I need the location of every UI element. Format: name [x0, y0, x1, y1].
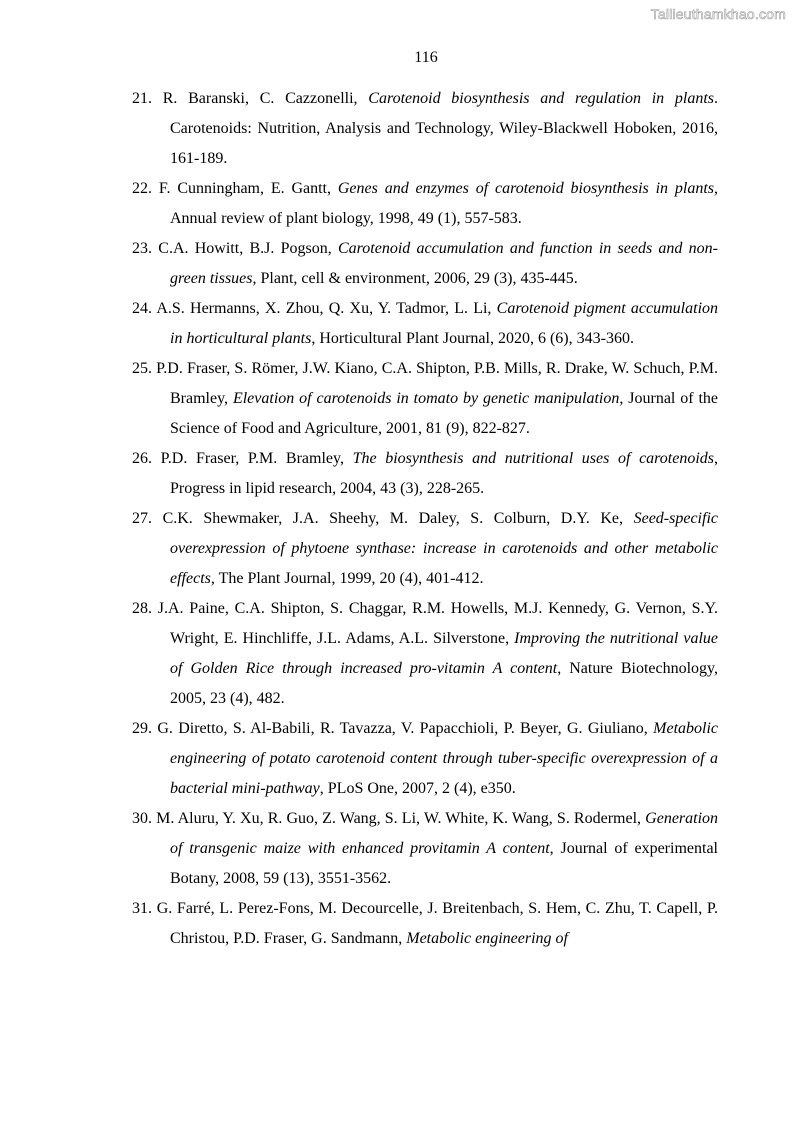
reference-number: 26. [132, 450, 152, 467]
reference-item [132, 84, 718, 174]
reference-number: 25. [132, 360, 152, 377]
reference-source: , The Plant Journal, 1999, 20 (4), 401-412. [210, 570, 484, 587]
watermark-text: Tailieuthamkhao.com [650, 6, 786, 22]
reference-authors: C.A. Howitt, B.J. Pogson, [158, 240, 332, 257]
reference-item [132, 714, 718, 804]
reference-source: , Progress in lipid research, 2004, 43 (3), 228-265. [170, 450, 719, 497]
reference-item [132, 354, 718, 444]
reference-number: 24. [132, 300, 152, 317]
reference-title: Metabolic engineering of potato carotenoid content through tuber-specific overexpression of a bacterial mini-pathway [170, 720, 719, 797]
reference-item [132, 444, 718, 504]
reference-number: 27. [132, 510, 152, 527]
reference-item [132, 894, 718, 954]
reference-source: , Nature Biotechnology, 2005, 23 (4), 482. [170, 660, 718, 707]
reference-authors: F. Cunningham, E. Gantt, [158, 180, 331, 197]
reference-number: 30. [132, 810, 152, 827]
reference-title: Improving the nutritional value of Golden Rice through increased pro-vitamin A content [170, 630, 719, 677]
reference-number: 23. [132, 240, 152, 257]
reference-source: , Annual review of plant biology, 1998, 49 (1), 557-583. [170, 180, 719, 227]
reference-number: 21. [132, 90, 152, 107]
reference-item [132, 804, 718, 894]
reference-title: Generation of transgenic maize with enhanced provitamin A content [170, 810, 719, 857]
reference-number: 28. [132, 600, 152, 617]
reference-authors: C.K. Shewmaker, J.A. Sheehy, M. Daley, S. Colburn, D.Y. Ke, [162, 510, 624, 527]
reference-authors: P.D. Fraser, P.M. Bramley, [160, 450, 344, 467]
reference-title: Carotenoid accumulation and function in seeds and non‐green tissues [170, 240, 719, 287]
reference-title: Seed‐specific overexpression of phytoene synthase: increase in carotenoids and other metabolic effects [170, 510, 718, 587]
reference-item [132, 594, 718, 714]
reference-item [132, 174, 718, 234]
reference-source: , Horticultural Plant Journal, 2020, 6 (6), 343-360. [311, 330, 634, 347]
reference-title: Genes and enzymes of carotenoid biosynthesis in plants [337, 180, 715, 197]
reference-number: 29. [132, 720, 152, 737]
reference-title: The biosynthesis and nutritional uses of carotenoids [352, 450, 715, 467]
reference-item [132, 504, 718, 594]
reference-authors: G. Diretto, S. Al-Babili, R. Tavazza, V. Papacchioli, P. Beyer, G. Giuliano, [157, 720, 648, 737]
reference-authors: A.S. Hermanns, X. Zhou, Q. Xu, Y. Tadmor, L. Li, [156, 300, 492, 317]
reference-authors: J.A. Paine, C.A. Shipton, S. Chaggar, R.M. Howells, M.J. Kennedy, G. Vernon, S.Y. Wright, E. Hinchliffe, J.L. Adams, A.L. Silverstone, [157, 600, 718, 647]
reference-title: Carotenoid biosynthesis and regulation in plants [368, 90, 715, 107]
reference-title: Carotenoid pigment accumulation in horticultural plants [170, 300, 719, 347]
reference-list [132, 84, 718, 954]
reference-title: Metabolic engineering of [406, 930, 568, 947]
reference-number: 22. [132, 180, 152, 197]
reference-title: Elevation of carotenoids in tomato by genetic manipulation [232, 390, 620, 407]
reference-source: , PLoS One, 2007, 2 (4), e350. [319, 780, 516, 797]
reference-source: , Journal of experimental Botany, 2008, 59 (13), 3551-3562. [170, 840, 718, 887]
reference-authors: G. Farré, L. Perez-Fons, M. Decourcelle, J. Breitenbach, S. Hem, C. Zhu, T. Capell, P. Christou, P.D. Fraser, G. Sandmann, [156, 900, 719, 947]
reference-source: , Journal of the Science of Food and Agriculture, 2001, 81 (9), 822-827. [170, 390, 719, 437]
reference-item [132, 294, 718, 354]
reference-source: , Plant, cell & environment, 2006, 29 (3), 435-445. [252, 270, 578, 287]
reference-authors: R. Baranski, C. Cazzonelli, [162, 90, 358, 107]
reference-number: 31. [132, 900, 152, 917]
page-number: 116 [414, 49, 438, 66]
reference-source: . Carotenoids: Nutrition, Analysis and Technology, Wiley-Blackwell Hoboken, 2016, 161-189. [170, 90, 719, 167]
reference-item [132, 234, 718, 294]
reference-authors: M. Aluru, Y. Xu, R. Guo, Z. Wang, S. Li, W. White, K. Wang, S. Rodermel, [156, 810, 642, 827]
reference-authors: P.D. Fraser, S. Römer, J.W. Kiano, C.A. Shipton, P.B. Mills, R. Drake, W. Schuch, P.M. Bramley, [156, 360, 718, 407]
